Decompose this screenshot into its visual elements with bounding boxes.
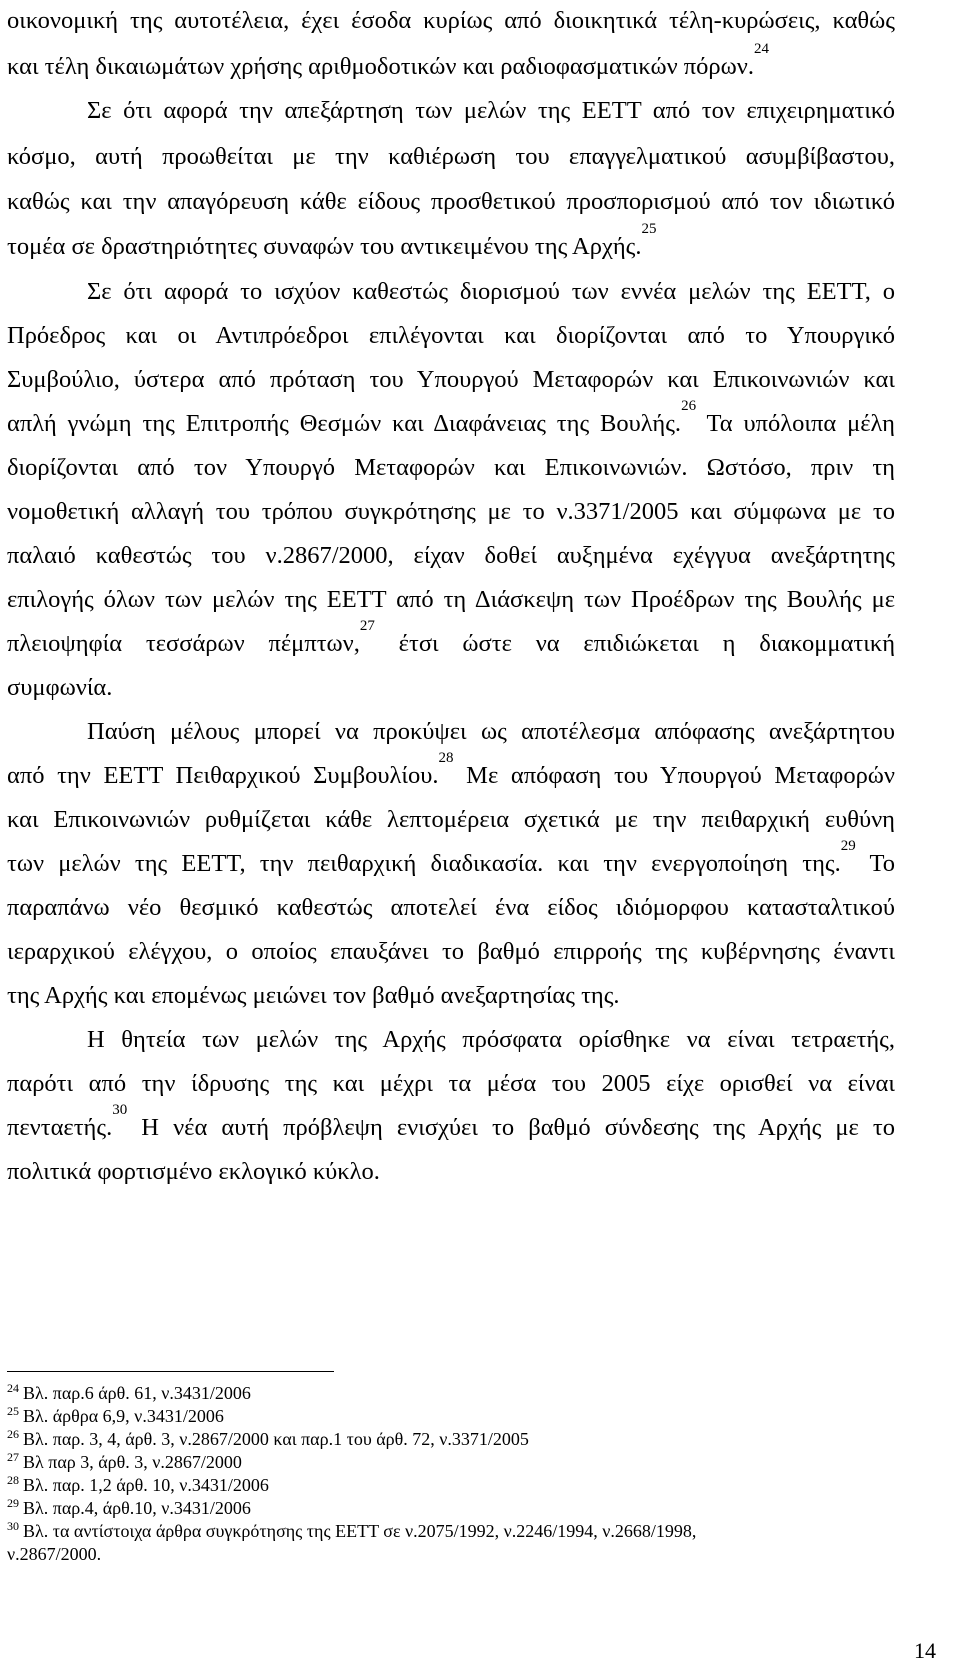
- footnote-ref: 30: [112, 1102, 128, 1118]
- body-line: επιλογής όλων των μελών της ΕΕΤΤ από τη Διάσκεψη των Προέδρων της Βουλής με: [7, 586, 895, 613]
- body-line: καθώς και την απαγόρευση κάθε είδους προσθετικού προσπορισμού από τον ιδιωτικό: [7, 188, 895, 215]
- body-line: της Αρχής και επομένως μειώνει τον βαθμό ανεξαρτησίας της.: [7, 982, 620, 1009]
- body-line: [7, 750, 895, 791]
- body-text: απλή γνώμη της Επιτροπής Θεσμών και Διαφάνειας της Βουλής.: [7, 410, 682, 437]
- footnote-continuation: [7, 1543, 101, 1565]
- body-line: [7, 398, 895, 439]
- footnote-number: 26: [7, 1427, 19, 1441]
- footnote-number: 27: [7, 1450, 19, 1464]
- footnote-ref: 26: [681, 398, 697, 414]
- body-line: Παύση μέλους μπορεί να προκύψει ως αποτέλεσμα απόφασης ανεξάρτητου: [87, 718, 895, 745]
- body-text: πλειοψηφία τεσσάρων πέμπτων,: [7, 630, 360, 657]
- footnote: [7, 1474, 269, 1498]
- footnote-text: ν.2867/2000.: [7, 1544, 102, 1564]
- body-text: τομέα σε δραστηριότητες συναφών του αντικειμένου της Αρχής.: [7, 233, 642, 260]
- footnote: [7, 1428, 529, 1452]
- body-line: Σε ότι αφορά την απεξάρτηση των μελών της ΕΕΤΤ από τον επιχειρηματικό: [87, 97, 895, 124]
- body-line: οικονομική της αυτοτέλεια, έχει έσοδα κυρίως από διοικητικά τέλη-κυρώσεις, καθώς: [7, 7, 895, 34]
- body-text: και τέλη δικαιωμάτων χρήσης αριθμοδοτικών και ραδιοφασματικών πόρων.: [7, 53, 754, 80]
- body-text: πενταετής.: [7, 1114, 113, 1141]
- footnote: [7, 1382, 251, 1406]
- footnote-text: Βλ. παρ.4, άρθ.10, ν.3431/2006: [23, 1498, 251, 1518]
- footnote-ref: 25: [641, 221, 657, 237]
- body-line: ιεραρχικού ελέγχου, ο οποίος επαυξάνει το βαθμό επιρροής της κυβέρνησης έναντι: [7, 938, 895, 965]
- body-line: παλαιό καθεστώς του ν.2867/2000, είχαν δοθεί αυξημένα εχέγγυα ανεξάρτητης: [7, 542, 895, 569]
- footnote-ref: 27: [359, 618, 375, 634]
- body-line: [7, 618, 896, 659]
- footnote-number: 29: [7, 1496, 19, 1510]
- body-text: Η νέα αυτή πρόβλεψη ενισχύει το βαθμό σύνδεσης της Αρχής με το: [127, 1114, 895, 1141]
- body-line: [7, 41, 769, 82]
- page-number: 14: [914, 1638, 936, 1663]
- footnote-text: Βλ παρ 3, άρθ. 3, ν.2867/2000: [23, 1452, 242, 1472]
- body-line: και Επικοινωνιών ρυθμίζεται κάθε λεπτομέρεια σχετικά με την πειθαρχική ευθύνη: [7, 806, 895, 833]
- body-line: κόσμο, αυτή προωθείται με την καθιέρωση του επαγγελματικού ασυμβίβαστου,: [7, 143, 895, 170]
- body-text: Με απόφαση του Υπουργού Μεταφορών: [453, 762, 895, 789]
- body-line: παρότι από την ίδρυσης της και μέχρι τα μέσα του 2005 είχε ορισθεί να είναι: [7, 1070, 895, 1097]
- footnote: [7, 1520, 696, 1544]
- body-line: διορίζονται από τον Υπουργό Μεταφορών και Επικοινωνιών. Ωστόσο, πριν τη: [7, 454, 895, 481]
- body-line: Συμβούλιο, ύστερα από πρόταση του Υπουργού Μεταφορών και Επικοινωνιών και: [7, 366, 895, 393]
- body-line: Η θητεία των μελών της Αρχής πρόσφατα ορίσθηκε να είναι τετραετής,: [87, 1026, 895, 1053]
- body-text: έτσι ώστε να επιδιώκεται η διακομματική: [374, 630, 896, 657]
- body-line: [7, 221, 657, 262]
- footnote: [7, 1497, 251, 1521]
- footnote-ref: 24: [753, 41, 769, 57]
- footnote: [7, 1451, 242, 1475]
- body-line: Σε ότι αφορά το ισχύον καθεστώς διορισμού των εννέα μελών της ΕΕΤΤ, ο: [87, 278, 895, 305]
- footnote-separator: [7, 1371, 334, 1372]
- body-line: παραπάνω νέο θεσμικό καθεστώς αποτελεί ένα είδος ιδιόμορφου κατασταλτικού: [7, 894, 895, 921]
- body-line: Πρόεδρος και οι Αντιπρόεδροι επιλέγονται και διορίζονται από το Υπουργικό: [7, 322, 895, 349]
- footnote-ref: 29: [840, 838, 856, 854]
- body-text: των μελών της ΕΕΤΤ, την πειθαρχική διαδικασία. και την ενεργοποίηση της.: [7, 850, 841, 877]
- body-text: από την ΕΕΤΤ Πειθαρχικού Συμβουλίου.: [7, 762, 439, 789]
- footnote-ref: 28: [438, 750, 454, 766]
- footnote-text: Βλ. τα αντίστοιχα άρθρα συγκρότησης της ΕΕΤΤ σε ν.2075/1992, ν.2246/1994, ν.2668/1998,: [23, 1521, 697, 1541]
- body-text: Τα υπόλοιπα μέλη: [696, 410, 895, 437]
- footnote-text: Βλ. άρθρα 6,9, ν.3431/2006: [23, 1406, 224, 1426]
- footnote-text: Βλ. παρ. 3, 4, άρθ. 3, ν.2867/2000 και παρ.1 του άρθ. 72, ν.3371/2005: [23, 1429, 529, 1449]
- body-line: [7, 1102, 895, 1143]
- body-line: νομοθετική αλλαγή του τρόπου συγκρότησης με το ν.3371/2005 και σύμφωνα με το: [7, 498, 895, 525]
- footnote-number: 24: [7, 1381, 19, 1395]
- footnote-number: 30: [7, 1519, 19, 1533]
- footnote-number: 25: [7, 1404, 19, 1418]
- body-text: Το: [855, 850, 895, 877]
- body-line: πολιτικά φορτισμένο εκλογικό κύκλο.: [7, 1158, 380, 1185]
- footnote-text: Βλ. παρ. 1,2 άρθ. 10, ν.3431/2006: [23, 1475, 269, 1495]
- footnote-text: Βλ. παρ.6 άρθ. 61, ν.3431/2006: [23, 1383, 251, 1403]
- body-line: συμφωνία.: [7, 674, 113, 701]
- footnote: [7, 1405, 224, 1429]
- body-line: [7, 838, 895, 879]
- footnote-number: 28: [7, 1473, 19, 1487]
